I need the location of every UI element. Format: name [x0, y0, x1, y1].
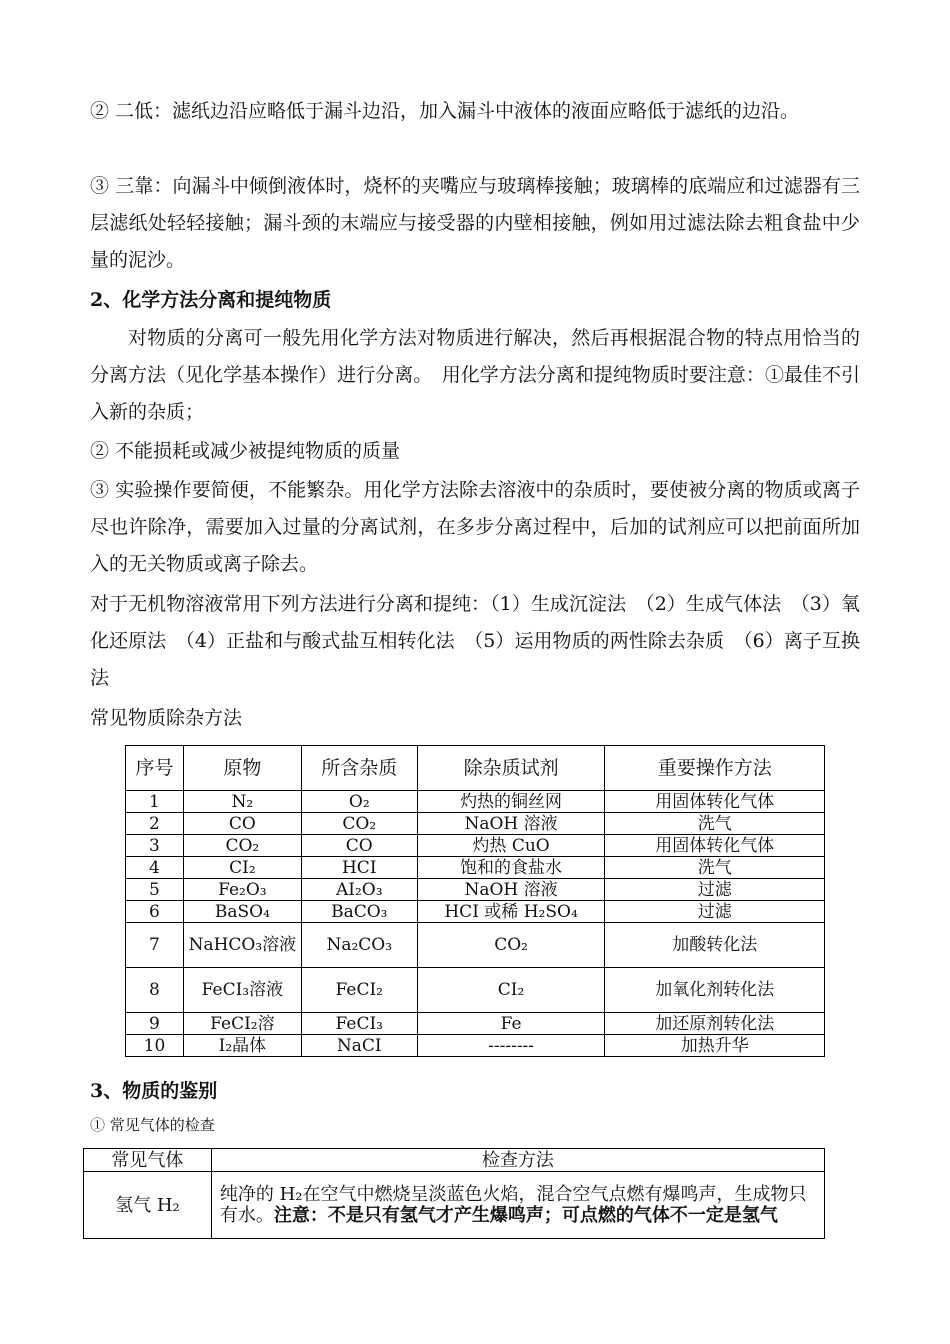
cell-operation: 加还原剂转化法: [605, 1013, 825, 1035]
header-index: 序号: [126, 746, 184, 791]
table-row: [126, 813, 825, 835]
gas-test-table: [83, 1148, 825, 1239]
cell-index: 10: [126, 1035, 184, 1057]
table-caption: 常见物质除杂方法: [90, 707, 243, 729]
table-row: [126, 791, 825, 813]
header-reagent: 除杂质试剂: [417, 746, 605, 791]
gas-table-header-row: [84, 1149, 825, 1172]
method-warning: 注意：不是只有氢气才产生爆鸣声；可点燃的气体不一定是氢气: [273, 1205, 778, 1226]
paragraph-two-low: ② 二低：滤纸边沿应略低于漏斗边沿，加入漏斗中液体的液面应略低于滤纸的边沿。: [90, 100, 800, 122]
cell-index: 4: [126, 857, 184, 879]
cell-operation: 用固体转化气体: [605, 791, 825, 813]
section-heading-chemical-separation: 2、化学方法分离和提纯物质: [90, 289, 332, 311]
cell-impurity: NaCI: [301, 1035, 417, 1057]
cell-index: 7: [126, 923, 184, 968]
cell-substance: NaHCO₃溶液: [183, 923, 301, 968]
cell-index: 1: [126, 791, 184, 813]
cell-impurity: FeCI₃: [301, 1013, 417, 1035]
cell-substance: BaSO₄: [183, 901, 301, 923]
cell-impurity: CO₂: [301, 813, 417, 835]
cell-reagent: NaOH 溶液: [417, 879, 605, 901]
cell-substance: CO₂: [183, 835, 301, 857]
cell-reagent: 灼热的铜丝网: [417, 791, 605, 813]
impurity-removal-table: [125, 745, 825, 1057]
cell-impurity: FeCI₂: [301, 968, 417, 1013]
paragraph-note-two: ② 不能损耗或减少被提纯物质的质量: [90, 440, 401, 462]
paragraph-note-three: ③ 实验操作要简便，不能繁杂。用化学方法除去溶液中的杂质时，要使被分离的物质或离子尽也许除净，需要加入过量的分离试剂，在多步分离过程中，后加的试剂应可以把前面所加入的无关物质或离子除去。: [90, 479, 860, 575]
table-row: [126, 968, 825, 1013]
cell-impurity: HCI: [301, 857, 417, 879]
cell-impurity: BaCO₃: [301, 901, 417, 923]
cell-test-method: [211, 1172, 824, 1239]
cell-gas-name: 氢气 H₂: [84, 1172, 212, 1239]
cell-reagent: 灼热 CuO: [417, 835, 605, 857]
cell-index: 3: [126, 835, 184, 857]
cell-impurity: CO: [301, 835, 417, 857]
table-header-row: [126, 746, 825, 791]
cell-substance: CO: [183, 813, 301, 835]
gas-table-row: [84, 1172, 825, 1239]
cell-operation: 用固体转化气体: [605, 835, 825, 857]
header-gas: 常见气体: [84, 1149, 212, 1172]
cell-reagent: 饱和的食盐水: [417, 857, 605, 879]
cell-index: 2: [126, 813, 184, 835]
table-row: [126, 901, 825, 923]
cell-impurity: Na₂CO₃: [301, 923, 417, 968]
cell-operation: 加酸转化法: [605, 923, 825, 968]
cell-reagent: HCI 或稀 H₂SO₄: [417, 901, 605, 923]
paragraph-three-touch: ③ 三靠：向漏斗中倾倒液体时，烧杯的夹嘴应与玻璃棒接触；玻璃棒的底端应和过滤器有三层滤纸处轻轻接触；漏斗颈的末端应与接受器的内壁相接触，例如用过滤法除去粗食盐中少量的泥沙。: [90, 175, 860, 271]
cell-reagent: --------: [417, 1035, 605, 1057]
cell-operation: 加氧化剂转化法: [605, 968, 825, 1013]
method-text: 纯净的 H₂在空气中燃烧呈淡蓝色火焰，混合空气点燃有爆鸣声，生成物只有水。: [219, 1184, 807, 1226]
cell-operation: 加热升华: [605, 1035, 825, 1057]
cell-substance: Fe₂O₃: [183, 879, 301, 901]
cell-reagent: CO₂: [417, 923, 605, 968]
paragraph-chemical-intro: 对物质的分离可一般先用化学方法对物质进行解决，然后再根据混合物的特点用恰当的分离方法（见化学基本操作）进行分离。 用化学方法分离和提纯物质时要注意：①最佳不引入新的杂质；: [90, 327, 860, 423]
cell-operation: 过滤: [605, 901, 825, 923]
table-row: [126, 1035, 825, 1057]
header-operation: 重要操作方法: [605, 746, 825, 791]
section-heading-identification: 3、物质的鉴别: [90, 1080, 218, 1102]
table-row: [126, 879, 825, 901]
subheading-gas-test: ① 常见气体的检查: [90, 1116, 215, 1134]
cell-substance: CI₂: [183, 857, 301, 879]
cell-operation: 洗气: [605, 813, 825, 835]
cell-operation: 过滤: [605, 879, 825, 901]
header-test-method: 检查方法: [211, 1149, 824, 1172]
header-substance: 原物: [183, 746, 301, 791]
cell-impurity: AI₂O₃: [301, 879, 417, 901]
cell-operation: 洗气: [605, 857, 825, 879]
cell-reagent: CI₂: [417, 968, 605, 1013]
table-row: [126, 835, 825, 857]
cell-substance: FeCI₂溶: [183, 1013, 301, 1035]
cell-substance: N₂: [183, 791, 301, 813]
cell-substance: I₂晶体: [183, 1035, 301, 1057]
cell-index: 5: [126, 879, 184, 901]
paragraph-methods: 对于无机物溶液常用下列方法进行分离和提纯：（1）生成沉淀法 （2）生成气体法 （3）氧化还原法 （4）正盐和与酸式盐互相转化法 （5）运用物质的两性除去杂质 （6）离子互换法: [90, 593, 860, 689]
cell-reagent: Fe: [417, 1013, 605, 1035]
cell-reagent: NaOH 溶液: [417, 813, 605, 835]
cell-index: 9: [126, 1013, 184, 1035]
cell-index: 8: [126, 968, 184, 1013]
table-row: [126, 923, 825, 968]
cell-substance: FeCI₃溶液: [183, 968, 301, 1013]
table-row: [126, 857, 825, 879]
table-row: [126, 1013, 825, 1035]
header-impurity: 所含杂质: [301, 746, 417, 791]
cell-impurity: O₂: [301, 791, 417, 813]
cell-index: 6: [126, 901, 184, 923]
